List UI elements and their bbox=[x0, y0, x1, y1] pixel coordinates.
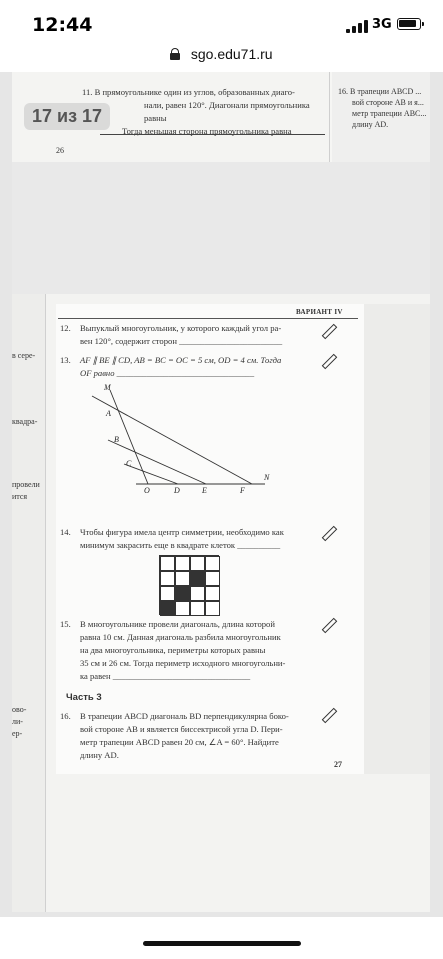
text-fragment: ово- bbox=[12, 705, 27, 714]
problem-16-text bbox=[80, 710, 312, 762]
text-line: 35 см и 26 см. Тогда периметр исходного многоугольни- bbox=[80, 658, 286, 668]
line-be bbox=[108, 440, 206, 484]
problem-16-preview bbox=[338, 86, 428, 130]
label-f: F bbox=[240, 486, 245, 494]
problem-16-number: 16. bbox=[60, 711, 71, 721]
grid-cell bbox=[205, 601, 220, 616]
text-fragment: ится bbox=[12, 492, 28, 501]
page-number: 26 bbox=[56, 146, 64, 155]
grid-cell-filled bbox=[190, 571, 205, 586]
text-fragment: квадра- bbox=[12, 417, 38, 426]
text-line: В многоугольнике провели диагональ, длина которой bbox=[80, 619, 275, 629]
text-line: 16. В трапеции ABCD ... bbox=[338, 87, 422, 96]
page-gap bbox=[12, 162, 430, 294]
text-line: Чтобы фигура имела центр симметрии, необходимо как bbox=[80, 527, 284, 537]
network-type: 3G bbox=[372, 17, 392, 32]
address-bar[interactable] bbox=[0, 46, 443, 70]
problem-11-text bbox=[82, 86, 327, 138]
line-cd bbox=[124, 464, 178, 484]
problem-15-number: 15. bbox=[60, 619, 71, 629]
text-line: вен 120°, содержит сторон ________________________ bbox=[80, 336, 283, 346]
pencil-icon bbox=[321, 354, 335, 368]
label-d: D bbox=[174, 486, 180, 494]
battery-icon bbox=[397, 18, 421, 30]
label-e: E bbox=[202, 486, 207, 494]
status-bar bbox=[0, 0, 443, 48]
text-line: длину AD. bbox=[80, 750, 119, 760]
text-line: ка равен ________________________________ bbox=[80, 671, 251, 681]
page-content bbox=[56, 304, 386, 774]
grid-cell bbox=[175, 556, 190, 571]
problem-14-number: 14. bbox=[60, 527, 71, 537]
text-line: Тогда меньшая сторона прямоугольника равна ___ bbox=[122, 126, 307, 136]
home-indicator[interactable] bbox=[143, 941, 301, 946]
text-fragment: ли- bbox=[12, 717, 23, 726]
text-line: длину AD. bbox=[352, 120, 389, 129]
text-line: метр трапеции ABCD равен 20 см, ∠A = 60°. Найдите bbox=[80, 737, 279, 747]
label-n: N bbox=[264, 473, 270, 482]
grid-cell bbox=[205, 571, 220, 586]
problem-12-number: 12. bbox=[60, 323, 71, 333]
lock-icon bbox=[170, 48, 180, 60]
text-line: Выпуклый многоугольник, у которого каждый угол ра- bbox=[80, 323, 282, 333]
part-3-label: Часть 3 bbox=[66, 692, 102, 703]
grid-cell bbox=[160, 586, 175, 601]
grid-cell bbox=[190, 556, 205, 571]
text-line: на два многоугольника, периметры которых равны bbox=[80, 645, 266, 655]
grid-cell bbox=[190, 601, 205, 616]
grid-cell bbox=[160, 571, 175, 586]
url-text: sgo.edu71.ru bbox=[190, 46, 273, 62]
text-line: вой стороне AB и является биссектрисой угла D. Пери- bbox=[80, 724, 283, 734]
previous-page-strip bbox=[12, 294, 46, 912]
grid-cell bbox=[190, 586, 205, 601]
text-line: AF ∥ BE ∥ CD, AB = BC = OC = 5 см, OD = 4 см. Тогда bbox=[80, 355, 282, 365]
grid-cell bbox=[175, 601, 190, 616]
label-a: A bbox=[106, 409, 111, 418]
problem-13-text bbox=[80, 354, 310, 380]
grid-cell-filled bbox=[160, 601, 175, 616]
text-line: нали, равен 120°. Диагонали прямоугольника равны bbox=[144, 100, 310, 123]
status-time: 12:44 bbox=[32, 14, 93, 36]
grid-cell bbox=[205, 556, 220, 571]
text-line: В трапеции ABCD диагональ BD перпендикулярна боко- bbox=[80, 711, 289, 721]
text-line: метр трапеции ABC... bbox=[352, 109, 427, 118]
grid-cell bbox=[175, 571, 190, 586]
text-fragment: провели bbox=[12, 480, 40, 489]
document-viewer[interactable] bbox=[0, 72, 443, 917]
problem-13-number: 13. bbox=[60, 355, 71, 365]
text-fragment: в сере- bbox=[12, 351, 36, 360]
label-m: M bbox=[104, 384, 111, 392]
grid-cell bbox=[160, 556, 175, 571]
text-line: минимум закрасить еще в квадрате клеток __________ bbox=[80, 540, 281, 550]
pencil-icon bbox=[321, 324, 335, 338]
text-line: равна 10 см. Данная диагональ разбила многоугольник bbox=[80, 632, 281, 642]
page-27 bbox=[12, 294, 430, 912]
problem-12-text bbox=[80, 322, 310, 348]
pencil-icon bbox=[321, 708, 335, 722]
variant-header: ВАРИАНТ IV bbox=[296, 308, 343, 316]
label-c: C bbox=[126, 459, 132, 468]
geometry-figure bbox=[80, 384, 280, 494]
text-line: OF равно ________________________________ bbox=[80, 368, 255, 378]
header-rule bbox=[58, 318, 358, 319]
grid-cell bbox=[205, 586, 220, 601]
page-26-right-column bbox=[332, 72, 430, 162]
pencil-icon bbox=[321, 526, 335, 540]
signal-icon bbox=[346, 20, 368, 33]
problem-15-text bbox=[80, 618, 312, 683]
page-counter: 17 из 17 bbox=[24, 103, 110, 130]
text-line: вой стороне AB и я... bbox=[352, 98, 424, 107]
text-fragment: ер- bbox=[12, 729, 23, 738]
pencil-icon bbox=[321, 618, 335, 632]
grid-cell-filled bbox=[175, 586, 190, 601]
problem-14-text bbox=[80, 526, 312, 552]
symmetry-grid bbox=[159, 555, 219, 615]
label-b: B bbox=[114, 435, 119, 444]
text-line: 11. В прямоугольнике один из углов, образованных диаго- bbox=[82, 87, 295, 97]
answer-line bbox=[100, 134, 325, 135]
page-edge bbox=[364, 304, 430, 774]
page-number: 27 bbox=[334, 760, 342, 769]
label-o: O bbox=[144, 486, 150, 494]
